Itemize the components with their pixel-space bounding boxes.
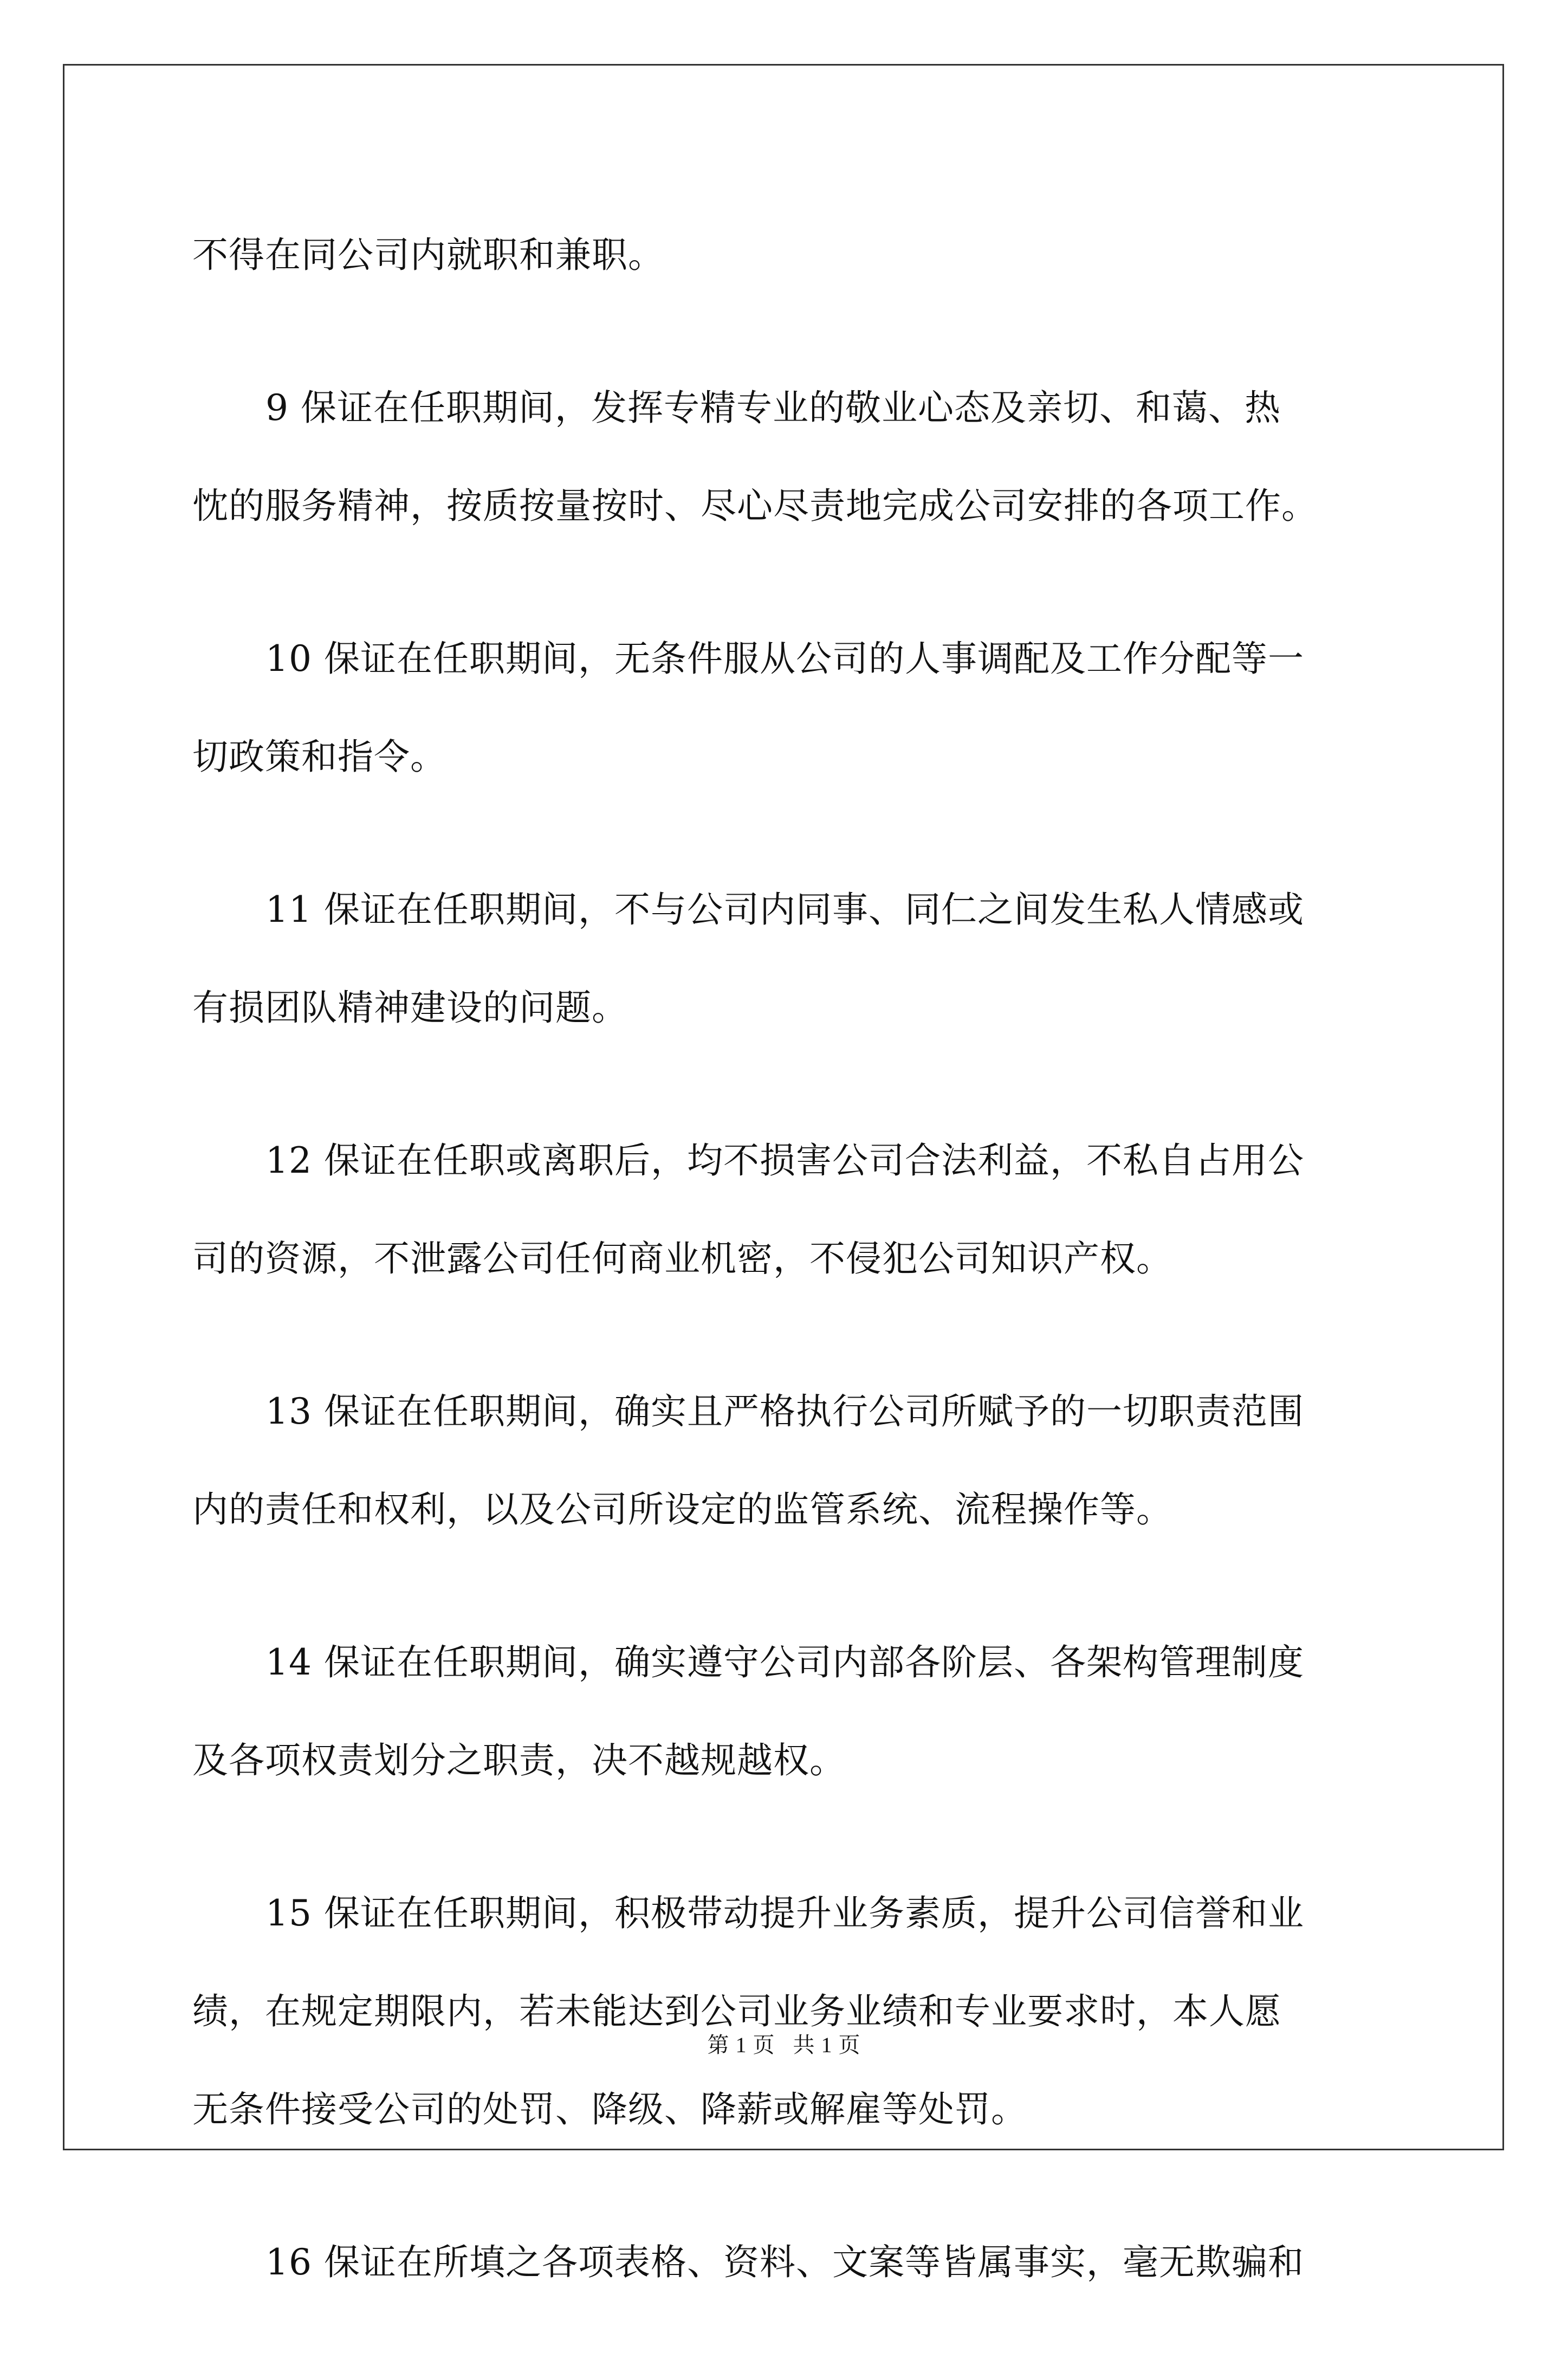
text-line: 司的资源，不泄露公司任何商业机密，不侵犯公司知识产权。 <box>192 1238 1172 1279</box>
text-line: 有损团队精神建设的问题。 <box>192 987 628 1029</box>
text-line: 11 保证在任职期间，不与公司内同事、同仁之间发生私人情感或 <box>265 889 1304 930</box>
paragraph-continuation <box>192 206 1390 304</box>
paragraph-item-12 <box>192 1111 1390 1308</box>
paragraph-item-16 <box>192 2213 1390 2311</box>
text-line: 切政策和指令。 <box>192 736 446 778</box>
text-line: 16 保证在所填之各项表格、资料、文案等皆属事实，毫无欺骗和 <box>265 2241 1304 2283</box>
paragraph-item-14 <box>192 1613 1390 1809</box>
text-line: 不得在同公司内就职和兼职。 <box>192 234 664 276</box>
text-line: 13 保证在任职期间，确实且严格执行公司所赋予的一切职责范围 <box>265 1391 1304 1432</box>
text-line: 14 保证在任职期间，确实遵守公司内部各阶层、各架构管理制度 <box>265 1641 1304 1683</box>
page-total: 共 1 页 <box>793 2033 861 2057</box>
paragraph-item-11 <box>192 861 1390 1057</box>
page-number: 第 1 页 <box>707 2033 775 2057</box>
text-line: 及各项权责划分之职责，决不越规越权。 <box>192 1740 846 1781</box>
text-line: 内的责任和权利，以及公司所设定的监管系统、流程操作等。 <box>192 1489 1172 1530</box>
text-line: 12 保证在任职或离职后，均不损害公司合法利益，不私自占用公 <box>265 1140 1304 1181</box>
text-line: 10 保证在任职期间，无条件服从公司的人事调配及工作分配等一 <box>265 638 1304 680</box>
paragraph-item-9 <box>192 359 1390 555</box>
paragraph-item-15 <box>192 1864 1390 2158</box>
text-line: 9 保证在任职期间，发挥专精专业的敬业心态及亲切、和蔼、热 <box>265 387 1281 429</box>
text-line: 无条件接受公司的处罚、降级、降薪或解雇等处罚。 <box>192 2089 1027 2130</box>
page-footer <box>0 2028 1568 2059</box>
text-line: 绩，在规定期限内，若未能达到公司业务业绩和专业要求时，本人愿 <box>192 1990 1281 2032</box>
text-line: 忱的服务精神，按质按量按时、尽心尽责地完成公司安排的各项工作。 <box>192 485 1318 527</box>
paragraph-item-10 <box>192 610 1390 806</box>
paragraph-item-13 <box>192 1362 1390 1559</box>
text-line: 15 保证在任职期间，积极带动提升业务素质，提升公司信誉和业 <box>265 1892 1304 1934</box>
